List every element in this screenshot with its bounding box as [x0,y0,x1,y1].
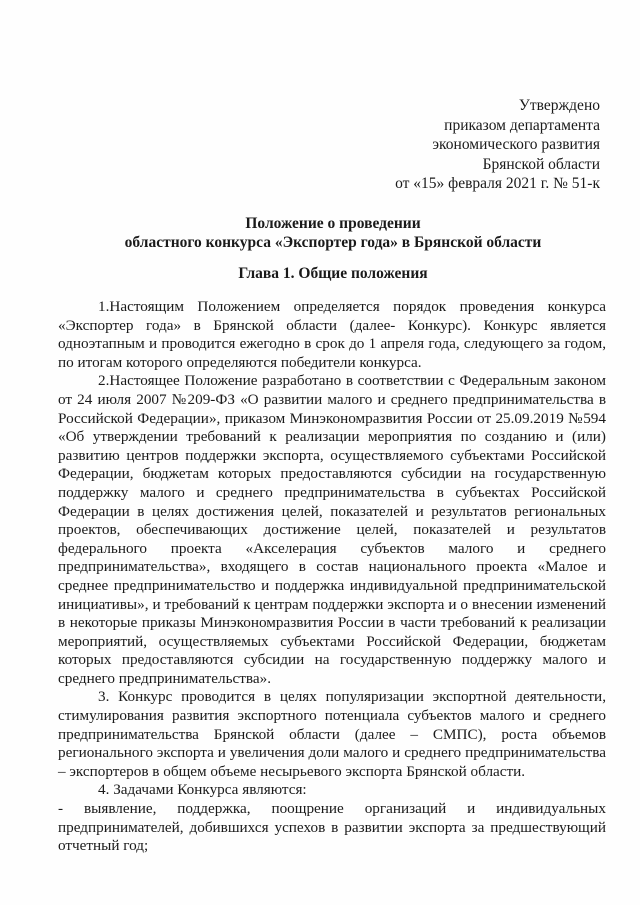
approval-line: экономического развития [432,136,600,153]
paragraph: 1.Настоящим Положением определяется порядок проведения конкурса «Экспортер года» в Брянской области (далее- Конкурс). Конкурс является одноэтапным и проводится ежегодно в срок до 1 апреля года, следующего за годом, по итогам которого определяются победители конкурса. [58,298,606,371]
document-body [58,298,606,856]
approval-line: приказом департамента [444,116,600,134]
approval-line: Брянской области [482,155,600,173]
paragraph: 2.Настоящее Положение разработано в соответствии с Федеральным законом от 24 июля 2007 №209-ФЗ «О развитии малого и среднего предпринимательства в Российской Федерации», приказом Минэкономразвития России от 25.09.2019 №594 «Об утверждении требований к реализации мероприятия по созданию и (или) развитию центров поддержки экспорта, осуществляемого субъектами Российской Федерации, бюджетам которых предоставляются субсидии на государственную поддержку малого и среднего предпринимательства в субъектах Российской Федерации в целях достижения целей, показателей и результатов региональных проектов, обеспечивающих достижение целей, показателей и результатов федерального проекта «Акселерация субъектов малого и среднего предпринимательства», входящего в состав национального проекта «Малое и среднее предпринимательство и поддержка индивидуальной предпринимательской инициативы», и требований к центрам поддержки экспорта и о внесении изменений в некоторые приказы Минэкономразвития России в части требований к реализации мероприятий, осуществляемых субъектами Российской Федерации, бюджетам которых предоставляются субсидии на государственную поддержку малого и среднего предпринимательства». [58,372,606,687]
document-title [58,214,608,252]
paragraph: 4. Задачами Конкурса являются: [98,781,307,799]
chapter-heading: Глава 1. Общие положения [238,265,428,282]
title-line: Положение о проведении [245,215,421,232]
approval-date-line: от «15» февраля 2021 г. № 51-к [395,175,600,192]
approval-block [395,96,600,194]
list-item: - выявление, поддержка, поощрение организаций и индивидуальных предпринимателей, добившихся успехов в развитии экспорта за предшествующий отчетный год; [58,800,606,855]
approval-line: Утверждено [518,97,600,114]
title-line: областного конкурса «Экспортер года» в Брянской области [124,234,542,251]
paragraph: 3. Конкурс проводится в целях популяризации экспортной деятельности, стимулирования развития экспортного потенциала субъектов малого и среднего предпринимательства Брянской области (далее – СМПС), роста объемов регионального экспорта и увеличения доли малого и среднего предпринимательства – экспортеров в общем объеме несырьевого экспорта Брянской области. [58,688,606,780]
